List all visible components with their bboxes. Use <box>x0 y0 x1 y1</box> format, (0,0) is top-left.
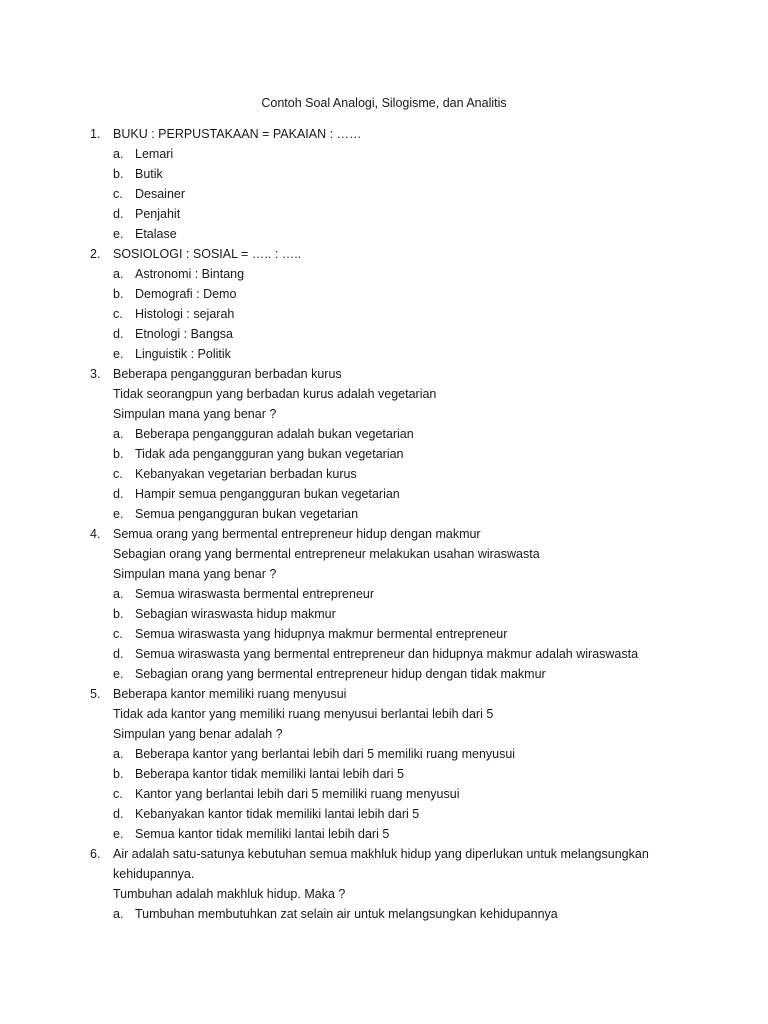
question-text: Beberapa kantor memiliki ruang menyusui <box>113 687 347 701</box>
option-letter: d. <box>113 807 124 821</box>
answer-option <box>90 304 730 324</box>
question-text: Air adalah satu-satunya kebutuhan semua makhluk hidup yang diperlukan untuk melangsungkan <box>113 847 649 861</box>
question-text: Simpulan yang benar adalah ? <box>113 727 283 741</box>
option-text: Desainer <box>135 187 186 201</box>
option-text: Demografi : Demo <box>135 287 237 301</box>
option-letter: a. <box>113 147 124 161</box>
option-letter: b. <box>113 767 124 781</box>
option-text: Sebagian orang yang bermental entrepreneur hidup dengan tidak makmur <box>135 667 546 681</box>
option-letter: e. <box>113 827 124 841</box>
question-number: 3. <box>90 367 101 381</box>
answer-option <box>90 904 730 924</box>
question-text: Tumbuhan adalah makhluk hidup. Maka ? <box>113 887 346 901</box>
option-letter: a. <box>113 907 124 921</box>
question-text: Sebagian orang yang bermental entrepreneur melakukan usahan wiraswasta <box>113 547 540 561</box>
option-letter: a. <box>113 747 124 761</box>
answer-option <box>90 484 730 504</box>
answer-option <box>90 224 730 244</box>
question-stem-line <box>90 364 730 384</box>
answer-option <box>90 644 730 664</box>
question-text: kehidupannya. <box>113 867 195 881</box>
option-letter: a. <box>113 267 124 281</box>
answer-option <box>90 284 730 304</box>
answer-option <box>90 664 730 684</box>
answer-option <box>90 624 730 644</box>
option-text: Beberapa kantor tidak memiliki lantai lebih dari 5 <box>135 767 404 781</box>
question-stem-line <box>90 684 730 704</box>
option-letter: e. <box>113 227 124 241</box>
question-stem-line <box>90 244 730 264</box>
option-text: Butik <box>135 167 163 181</box>
option-letter: d. <box>113 647 124 661</box>
answer-option <box>90 164 730 184</box>
answer-option <box>90 604 730 624</box>
question-number: 6. <box>90 847 101 861</box>
answer-option <box>90 344 730 364</box>
question-stem-line <box>90 524 730 544</box>
answer-option <box>90 204 730 224</box>
option-letter: c. <box>113 627 123 641</box>
document-title: Contoh Soal Analogi, Silogisme, dan Analitis <box>261 96 507 110</box>
option-text: Tumbuhan membutuhkan zat selain air untuk melangsungkan kehidupannya <box>135 907 558 921</box>
option-letter: c. <box>113 787 123 801</box>
question-premise-line <box>90 564 730 584</box>
question-premise-line <box>90 884 730 904</box>
option-letter: a. <box>113 587 124 601</box>
option-text: Astronomi : Bintang <box>135 267 245 281</box>
answer-option <box>90 584 730 604</box>
answer-option <box>90 184 730 204</box>
question-premise-line <box>90 724 730 744</box>
answer-option <box>90 824 730 844</box>
option-letter: e. <box>113 347 124 361</box>
answer-option <box>90 504 730 524</box>
answer-option <box>90 764 730 784</box>
option-text: Beberapa kantor yang berlantai lebih dari 5 memiliki ruang menyusui <box>135 747 516 761</box>
option-text: Hampir semua pengangguran bukan vegetarian <box>135 487 400 501</box>
question-premise-line <box>90 384 730 404</box>
option-letter: d. <box>113 327 124 341</box>
answer-option <box>90 744 730 764</box>
answer-option <box>90 424 730 444</box>
option-text: Semua wiraswasta bermental entrepreneur <box>135 587 375 601</box>
option-text: Semua wiraswasta yang bermental entrepreneur dan hidupnya makmur adalah wiraswasta <box>135 647 639 661</box>
option-text: Semua kantor tidak memiliki lantai lebih dari 5 <box>135 827 390 841</box>
option-letter: c. <box>113 307 123 321</box>
question-number: 5. <box>90 687 101 701</box>
option-letter: b. <box>113 447 124 461</box>
option-text: Etnologi : Bangsa <box>135 327 233 341</box>
option-text: Beberapa pengangguran adalah bukan vegetarian <box>135 427 414 441</box>
option-letter: b. <box>113 607 124 621</box>
option-letter: b. <box>113 287 124 301</box>
option-text: Semua pengangguran bukan vegetarian <box>135 507 359 521</box>
question-item <box>90 124 730 244</box>
option-letter: b. <box>113 167 124 181</box>
question-text: Tidak seorangpun yang berbadan kurus adalah vegetarian <box>113 387 437 401</box>
option-letter: e. <box>113 507 124 521</box>
option-letter: d. <box>113 487 124 501</box>
question-item <box>90 244 730 364</box>
answer-option <box>90 444 730 464</box>
question-item <box>90 844 730 924</box>
question-text: SOSIOLOGI : SOSIAL = ….. : ….. <box>113 247 302 261</box>
question-item <box>90 684 730 844</box>
option-text: Kantor yang berlantai lebih dari 5 memiliki ruang menyusui <box>135 787 460 801</box>
option-text: Lemari <box>135 147 174 161</box>
question-premise-line <box>90 864 730 884</box>
answer-option <box>90 144 730 164</box>
question-premise-line <box>90 704 730 724</box>
option-letter: e. <box>113 667 124 681</box>
question-stem-line <box>90 124 730 144</box>
question-text: BUKU : PERPUSTAKAAN = PAKAIAN : …… <box>113 127 362 141</box>
question-number: 1. <box>90 127 101 141</box>
question-stem-line <box>90 844 730 864</box>
question-premise-line <box>90 544 730 564</box>
question-premise-line <box>90 404 730 424</box>
option-text: Linguistik : Politik <box>135 347 231 361</box>
question-item <box>90 364 730 524</box>
answer-option <box>90 264 730 284</box>
question-list <box>90 124 730 924</box>
option-text: Penjahit <box>135 207 181 221</box>
option-letter: c. <box>113 187 123 201</box>
option-letter: d. <box>113 207 124 221</box>
option-text: Semua wiraswasta yang hidupnya makmur bermental entrepreneur <box>135 627 508 641</box>
answer-option <box>90 784 730 804</box>
question-text: Simpulan mana yang benar ? <box>113 567 277 581</box>
option-text: Tidak ada pengangguran yang bukan vegetarian <box>135 447 404 461</box>
question-text: Semua orang yang bermental entrepreneur hidup dengan makmur <box>113 527 481 541</box>
option-text: Etalase <box>135 227 177 241</box>
option-text: Histologi : sejarah <box>135 307 235 321</box>
question-text: Simpulan mana yang benar ? <box>113 407 277 421</box>
answer-option <box>90 804 730 824</box>
option-letter: a. <box>113 427 124 441</box>
question-item <box>90 524 730 684</box>
question-number: 2. <box>90 247 101 261</box>
option-text: Kebanyakan vegetarian berbadan kurus <box>135 467 357 481</box>
answer-option <box>90 324 730 344</box>
question-text: Tidak ada kantor yang memiliki ruang menyusui berlantai lebih dari 5 <box>113 707 494 721</box>
question-text: Beberapa pengangguran berbadan kurus <box>113 367 342 381</box>
option-text: Kebanyakan kantor tidak memiliki lantai lebih dari 5 <box>135 807 420 821</box>
answer-option <box>90 464 730 484</box>
option-text: Sebagian wiraswasta hidup makmur <box>135 607 336 621</box>
question-number: 4. <box>90 527 101 541</box>
option-letter: c. <box>113 467 123 481</box>
